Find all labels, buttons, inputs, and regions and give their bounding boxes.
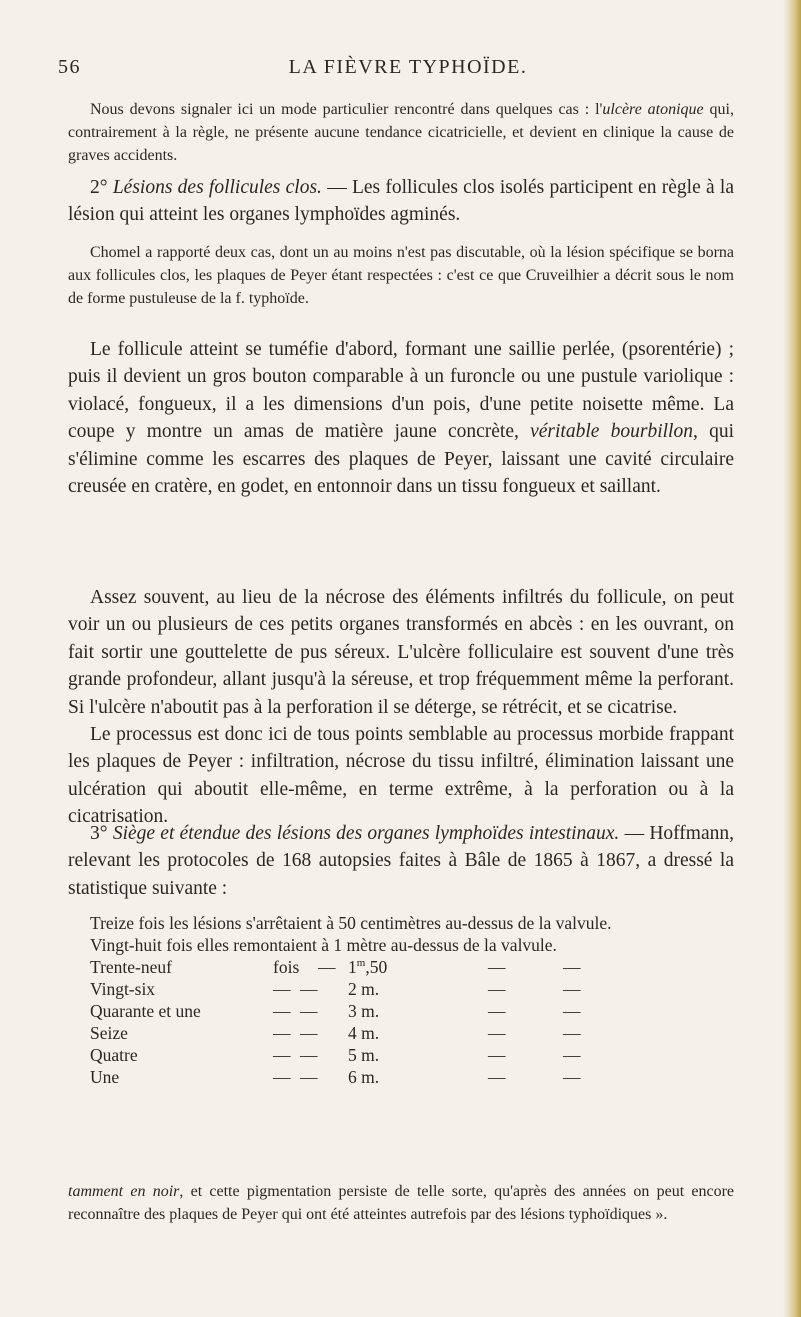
paragraph-processus [68, 721, 734, 831]
stat-dash: — [318, 957, 336, 977]
paragraph-ulcere-atonique [68, 98, 734, 167]
section-number: 2° [90, 177, 113, 198]
text-run: qui, contrairement à la règle, ne présente aucune tendance cicatricielle, et devient en clinique la cause de graves accidents. [68, 101, 734, 164]
stat-row [68, 978, 738, 1000]
paragraph-follicule-tumefie [68, 336, 734, 500]
statistics-table [68, 912, 738, 1088]
text-run: Le processus est donc ici de tous points semblable au processus morbide frappant les plaques de Peyer : infiltration, nécrose du tissu infiltré, élimination laissant une ulcération qui aboutit elle-même, en terme extrême, à la perforation ou à la cicatrisation. [68, 724, 734, 828]
text-run: , qui s'élimine comme les escarres des plaques de Peyer, laissant une cavité circulaire creusée en cratère, en godet, en entonnoir dans un tissu fongueux et saillant. [68, 421, 734, 498]
stat-distance [348, 956, 387, 978]
stat-dash: — [563, 979, 581, 999]
stat-dash: — [300, 1001, 318, 1021]
text-run: Chomel a rapporté deux cas, dont un au moins n'est pas discutable, où la lésion spécifique se borna aux follicules clos, les plaques de Peyer étant respectées : c'est ce que Cruveilhier a décrit sous le nom de forme pustuleuse de la f. typhoïde. [68, 244, 734, 307]
stat-line: Treize fois les lésions s'arrêtaient à 50 centimètres au-dessus de la valvule. [90, 913, 612, 933]
page-edge [783, 0, 801, 1317]
stat-row [68, 956, 738, 978]
stat-dash: — [488, 1067, 506, 1087]
stat-dash: — [488, 1001, 506, 1021]
stat-dash: — [300, 1023, 318, 1043]
stat-count: Une [90, 1067, 120, 1087]
stat-line: Vingt-huit fois elles remontaient à 1 mètre au-dessus de la valvule. [90, 935, 557, 955]
stat-dash: — [488, 1023, 506, 1043]
text-run: — Les follicules clos isolés participent en règle à la lésion qui atteint les organes lymphoïdes agminés. [68, 177, 734, 226]
stat-row [68, 1044, 738, 1066]
stat-dash: — [488, 979, 506, 999]
italic-term: véritable bourbillon [530, 421, 693, 443]
stat-dash: — [300, 979, 318, 999]
stat-dash: — [273, 1023, 291, 1043]
stat-dash: — [273, 1001, 291, 1021]
stat-dash: — [273, 1045, 291, 1065]
stat-dash: — [488, 957, 506, 977]
section-heading: Lésions des follicules clos. [112, 177, 322, 198]
footnote-continuation [68, 1180, 734, 1226]
stat-dash: — [563, 1023, 581, 1043]
section-2-follicules [68, 174, 734, 229]
text-run: , et cette pigmentation persiste de telle sorte, qu'après des années on peut encore reconnaître des plaques de Peyer qui ont été atteintes autrefois par des lésions typhoïdiques ». [68, 1183, 735, 1223]
stat-distance: 3 m. [348, 1001, 380, 1021]
stat-distance: 5 m. [348, 1045, 380, 1065]
section-3-siege [68, 820, 734, 902]
page-number: 56 [58, 56, 81, 78]
stat-dash: — [563, 1001, 581, 1021]
stat-fois: fois [273, 957, 300, 977]
stat-dash: — [273, 979, 291, 999]
italic-term: ulcère atonique [602, 101, 704, 118]
stat-row [68, 1000, 738, 1022]
stat-dash: — [273, 1067, 291, 1087]
stat-count: Trente-neuf [90, 957, 172, 977]
stat-distance: 2 m. [348, 979, 380, 999]
distance-unit: m [356, 957, 366, 970]
running-header [58, 52, 758, 84]
stat-dash: — [563, 1045, 581, 1065]
running-title: LA FIÈVRE TYPHOÏDE. [288, 56, 528, 78]
stat-dash: — [563, 957, 581, 977]
stat-count: Quatre [90, 1045, 138, 1065]
stat-count: Quarante et une [90, 1001, 201, 1021]
section-number: 3° [90, 823, 113, 844]
stat-count: Vingt-six [90, 979, 156, 999]
stat-dash: — [300, 1045, 318, 1065]
stat-row [68, 1066, 738, 1088]
stat-distance: 6 m. [348, 1067, 380, 1087]
paragraph-abces [68, 584, 734, 721]
stat-dash: — [300, 1067, 318, 1087]
stat-count: Seize [90, 1023, 128, 1043]
text-run: — Hoffmann, relevant les protocoles de 168 autopsies faites à Bâle de 1865 à 1867, a dressé la statistique suivante : [68, 823, 734, 899]
stat-row [68, 1022, 738, 1044]
stat-dash: — [563, 1067, 581, 1087]
text-run: Le follicule atteint se tuméfie d'abord, formant une saillie perlée, (psorentérie) ; puis il devient un gros bouton comparable à un furoncle ou une pustule variolique : violacé, fongueux, il a les dimensions d'un pois, d'une petite noisette même. La coupe y montre un amas de matière jaune concrète, [68, 339, 734, 443]
text-run: Nous devons signaler ici un mode particulier rencontré dans quelques cas : l' [90, 101, 603, 118]
italic-term: tamment en noir [68, 1183, 180, 1200]
text-run: Assez souvent, au lieu de la nécrose des éléments infiltrés du follicule, on peut voir un ou plusieurs de ces petits organes transformés en abcès : en les ouvrant, on fait sortir une gouttelette de pus séreux. L'ulcère folliculaire est souvent d'une très grande profondeur, allant jusqu'à la séreuse, et trop fréquemment même la perforant. Si l'ulcère n'aboutit pas à la perforation il se déterge, se rétrécit, et se cicatrise. [68, 587, 734, 718]
distance-decimals: ,50 [365, 957, 388, 977]
section-heading: Siège et étendue des lésions des organes lymphoïdes intestinaux. [112, 823, 620, 844]
paragraph-chomel [68, 241, 734, 310]
stat-distance: 4 m. [348, 1023, 380, 1043]
stat-dash: — [488, 1045, 506, 1065]
distance-value: 1 [348, 957, 357, 977]
